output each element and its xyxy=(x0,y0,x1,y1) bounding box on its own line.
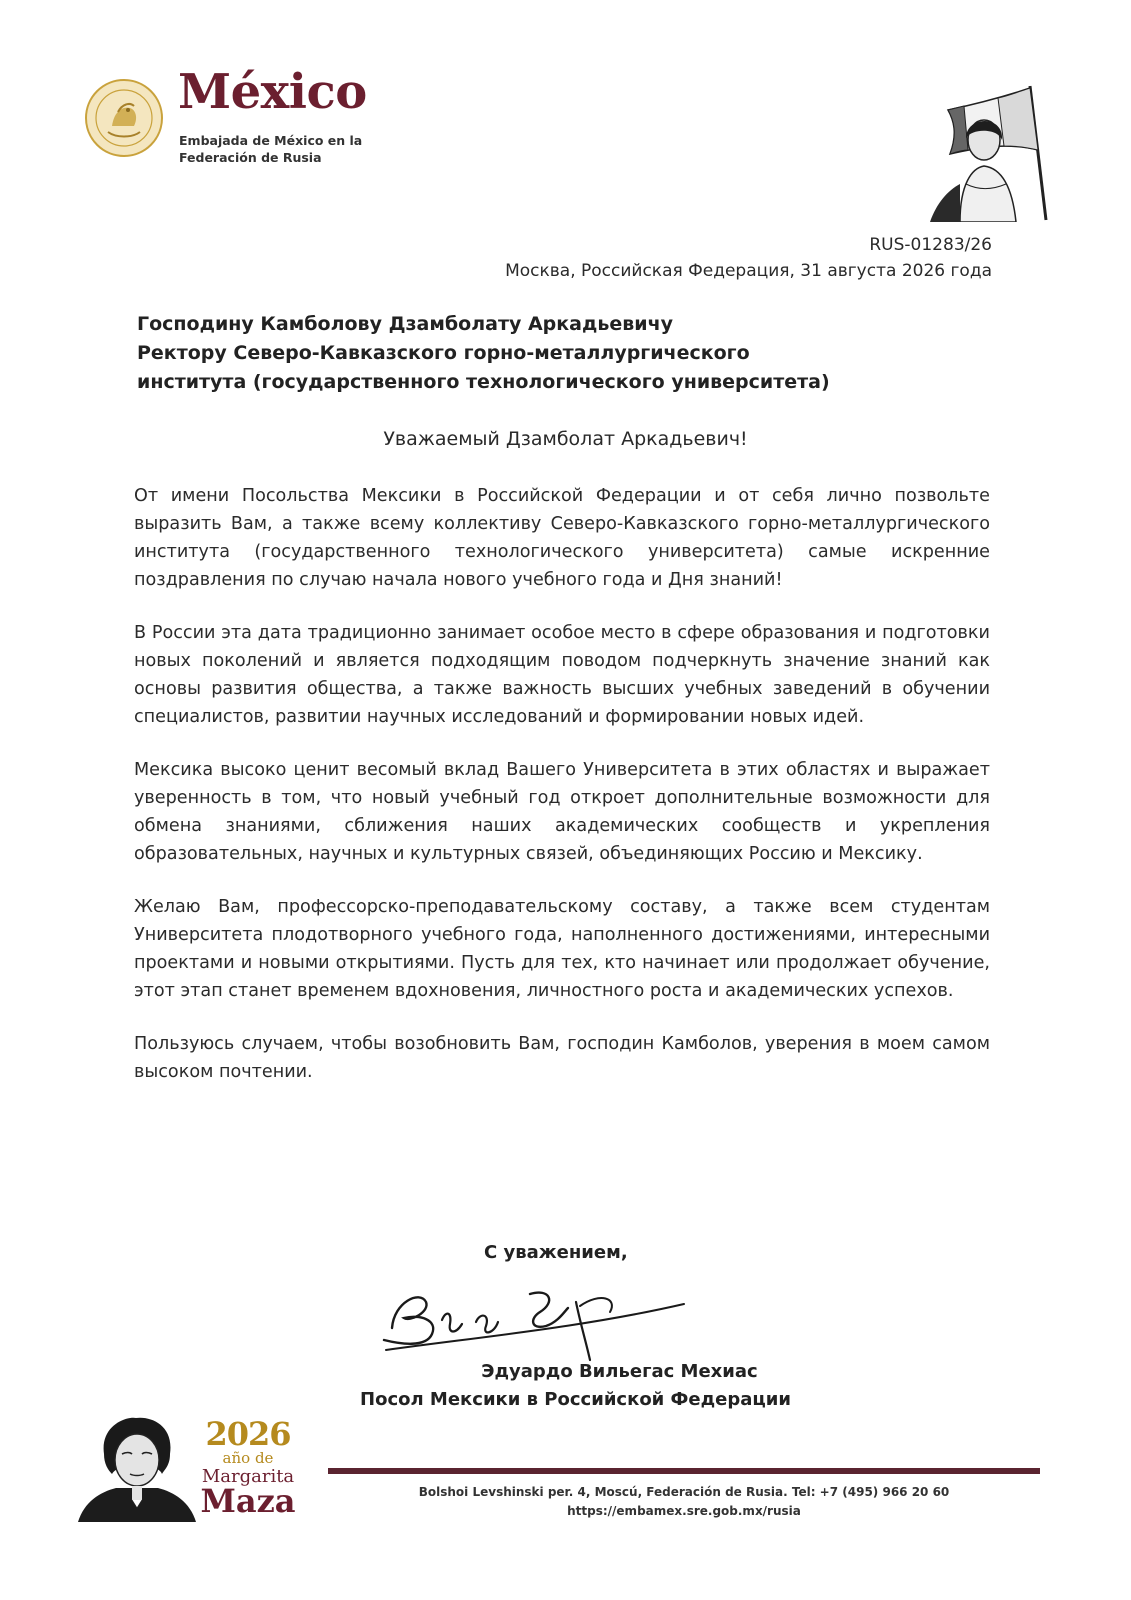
letter-body xyxy=(134,482,990,1111)
margarita-maza-portrait xyxy=(78,1414,196,1522)
body-paragraph: Пользуюсь случаем, чтобы возобновить Вам, господин Камболов, уверения в моем самом высоком почтении. xyxy=(134,1034,990,1082)
embassy-subtitle xyxy=(179,132,419,166)
mexico-coat-of-arms-seal xyxy=(84,78,164,158)
brand-title: México xyxy=(178,64,367,120)
year-number: 2026 xyxy=(205,1415,291,1453)
honoree-last-name: Maza xyxy=(200,1482,296,1520)
body-paragraph: От имени Посольства Мексики в Российской Федерации и от себя лично позвольте выразить Вам, а также всему коллективу Северо-Кавказского горно-металлургического института (государственного технологического университета) самые искренние поздравления по случаю начала нового учебного года и Дня знаний! xyxy=(134,486,990,590)
salutation: Уважаемый Дзамболат Аркадьевич! xyxy=(383,428,748,450)
embassy-subtitle-line: Embajada de México en la xyxy=(179,133,363,148)
signer-block xyxy=(0,1358,1131,1414)
embassy-subtitle-line: Federación de Rusia xyxy=(179,150,322,165)
footer-address: Bolshoi Levshinski per. 4, Moscú, Federación de Rusia. Tel: +7 (495) 966 20 60 xyxy=(418,1485,950,1499)
year-of-margarita-maza-logo xyxy=(198,1415,298,1520)
place-date: Москва, Российская Федерация, 31 августа 2026 года xyxy=(505,261,992,281)
reference-block xyxy=(505,232,992,284)
body-paragraph: Желаю Вам, профессорско-преподавательскому составу, а также всем студентам Университета плодотворного учебного года, наполненного достижениями, интересными проектами и новыми открытиями. Пусть для тех, кто начинает или продолжает обучение, этот этап станет временем вдохновения, личностного роста и академических успехов. xyxy=(134,897,990,1001)
signer-name: Эдуардо Вильегас Мехиас xyxy=(481,1361,758,1382)
addressee-block xyxy=(137,310,997,397)
addressee-line: Ректору Северо-Кавказского горно-металлургического xyxy=(137,342,750,364)
addressee-line: Господину Камболову Дзамболату Аркадьевичу xyxy=(137,313,673,335)
signer-title: Посол Мексики в Российской Федерации xyxy=(360,1389,791,1410)
body-paragraph: В России эта дата традиционно занимает особое место в сфере образования и подготовки новых поколений и является подходящим поводом подчеркнуть значение знаний как основы развития общества, а также важность высших учебных заведений в обучении специалистов, развитии научных исследований и формировании новых идей. xyxy=(134,623,990,727)
footer-url: https://embamex.sre.gob.mx/rusia xyxy=(567,1504,801,1518)
handwritten-signature xyxy=(380,1272,700,1362)
body-paragraph: Мексика высоко ценит весомый вклад Вашего Университета в этих областях и выражает уверенность в том, что новый учебный год откроет дополнительные возможности для обмена знаниями, сближения наших академических сообществ и укрепления образовательных, научных и культурных связей, объединяющих Россию и Мексику. xyxy=(134,760,990,864)
addressee-line: института (государственного технологического университета) xyxy=(137,371,830,393)
heroine-with-flag-illustration xyxy=(926,84,1060,222)
footer-contact xyxy=(328,1483,1040,1521)
reference-number: RUS-01283/26 xyxy=(869,235,992,255)
footer-divider xyxy=(328,1468,1040,1474)
honoree-first-name: Margarita xyxy=(201,1466,295,1487)
closing: С уважением, xyxy=(484,1242,628,1263)
year-of-label: año de xyxy=(222,1449,274,1467)
